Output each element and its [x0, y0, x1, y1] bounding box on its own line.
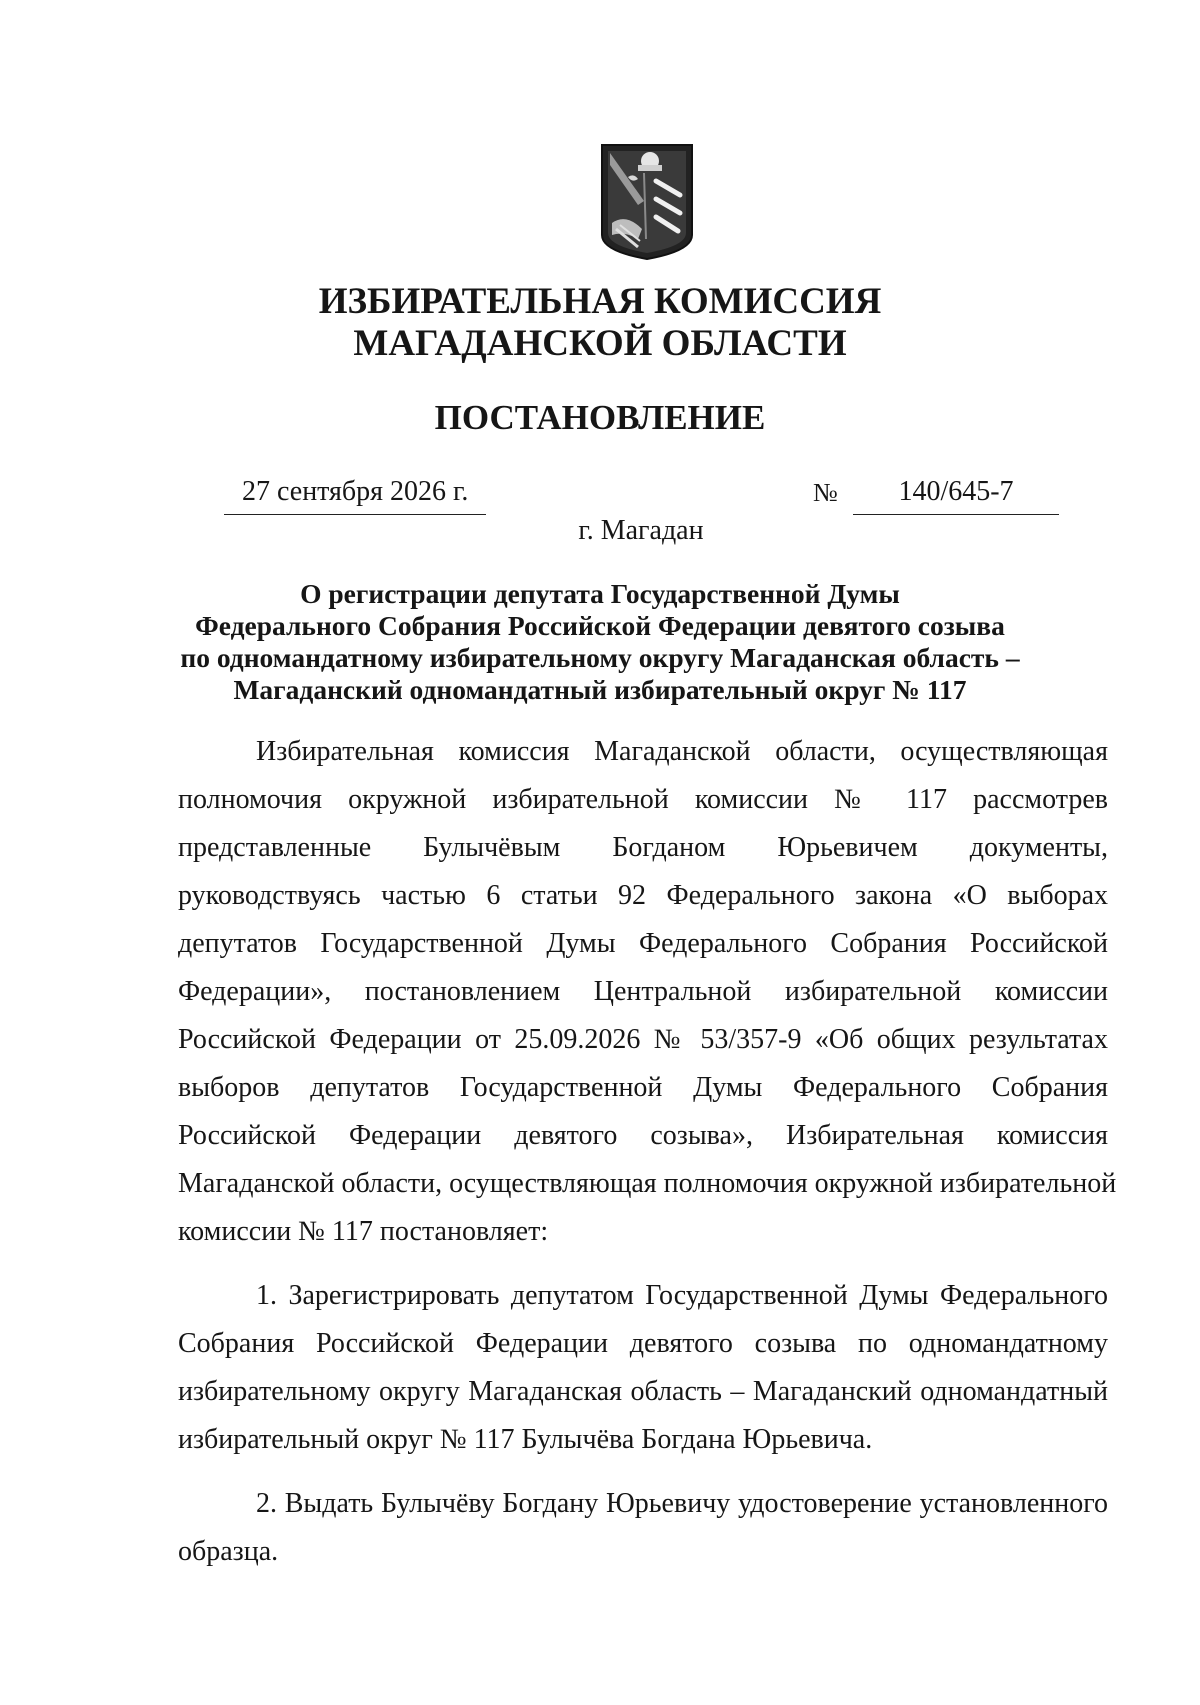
- text-line: выборов депутатов Государственной Думы Федерального Собрания: [178, 1072, 1108, 1103]
- document-subject: [0, 578, 1200, 706]
- subject-line: Федерального Собрания Российской Федерации девятого созыва: [195, 610, 1005, 641]
- preamble-paragraph: [178, 728, 1117, 1256]
- text-line: комиссии № 117 постановляет:: [178, 1216, 549, 1247]
- document-type-title: ПОСТАНОВЛЕНИЕ: [434, 398, 766, 437]
- subject-line: Магаданский одномандатный избирательный округ № 117: [233, 674, 967, 705]
- text-line: Российской Федерации от 25.09.2026 № 53/357-9 «Об общих результатах: [178, 1024, 1108, 1055]
- number-sign: №: [813, 478, 838, 507]
- text-line: Собрания Российской Федерации девятого созыва по одномандатному: [178, 1328, 1108, 1359]
- document-number: 140/645-7: [853, 478, 1059, 515]
- text-line: Избирательная комиссия Магаданской области, осуществляющая: [256, 736, 1108, 767]
- text-line: Федерации», постановлением Центральной избирательной комиссии: [178, 976, 1108, 1007]
- text-line: 2. Выдать Булычёву Богдану Юрьевичу удостоверение установленного: [256, 1488, 1108, 1519]
- text-line: депутатов Государственной Думы Федерального Собрания Российской: [178, 928, 1108, 959]
- document-body: [178, 728, 1117, 1576]
- text-line: избирательный округ № 117 Булычёва Богдана Юрьевича.: [178, 1424, 873, 1455]
- organization-name-line1: ИЗБИРАТЕЛЬНАЯ КОМИССИЯ: [318, 281, 882, 322]
- text-line: представленные Булычёвым Богданом Юрьевичем документы,: [178, 832, 1108, 863]
- text-line: образца.: [178, 1536, 279, 1567]
- text-line: избирательному округу Магаданская область – Магаданский одномандатный: [178, 1376, 1108, 1407]
- resolution-item-2: [178, 1480, 1108, 1576]
- text-line: 1. Зарегистрировать депутатом Государственной Думы Федерального: [256, 1280, 1108, 1311]
- text-line: полномочия окружной избирательной комиссии № 117 рассмотрев: [178, 784, 1108, 815]
- resolution-item-1: [178, 1272, 1108, 1464]
- text-line: Российской Федерации девятого созыва», Избирательная комиссия: [178, 1120, 1108, 1151]
- coat-of-arms-emblem: [598, 143, 696, 261]
- text-line: Магаданской области, осуществляющая полномочия окружной избирательной: [178, 1168, 1117, 1199]
- subject-line: О регистрации депутата Государственной Думы: [300, 578, 900, 609]
- document-city: г. Магадан: [578, 515, 704, 546]
- subject-line: по одномандатному избирательному округу Магаданская область –: [180, 642, 1020, 673]
- text-line: руководствуясь частью 6 статьи 92 Федерального закона «О выборах: [178, 880, 1108, 911]
- document-date: 27 сентября 2026 г.: [224, 478, 486, 515]
- organization-name-line2: МАГАДАНСКОЙ ОБЛАСТИ: [353, 323, 847, 364]
